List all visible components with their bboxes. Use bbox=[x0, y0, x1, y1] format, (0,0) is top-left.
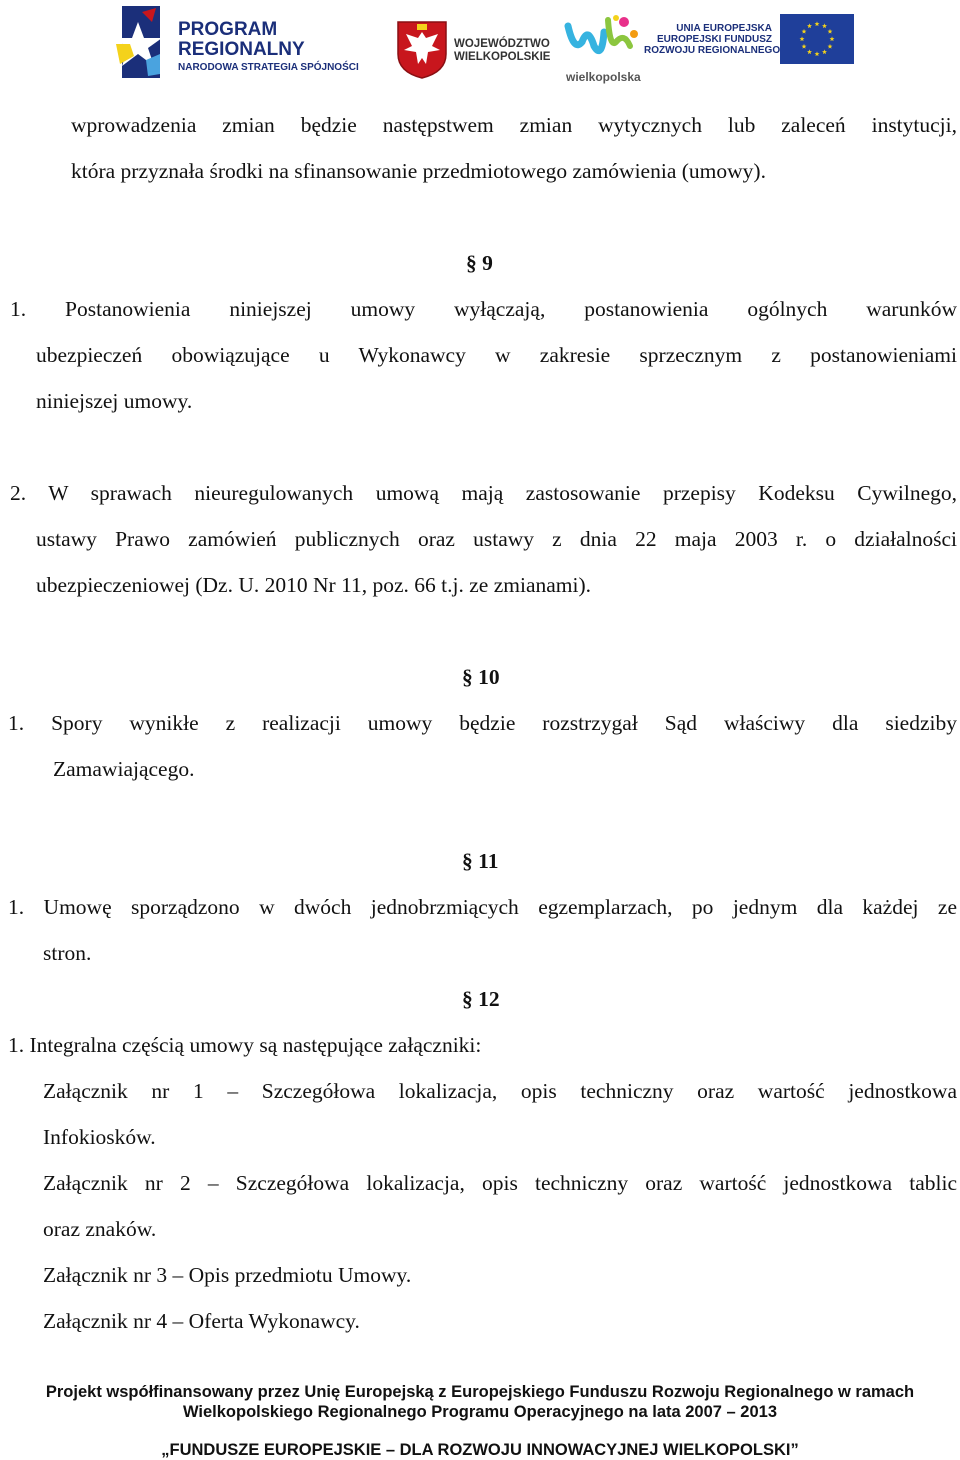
wielkopolska-label: wielkopolska bbox=[566, 70, 641, 84]
eu-flag-icon bbox=[780, 14, 854, 64]
eu-logo bbox=[644, 14, 856, 66]
intro-line-1: wprowadzenia zmian będzie następstwem zmian wytycznych lub zaleceń instytucji, bbox=[71, 113, 957, 137]
eu-line1: UNIA EUROPEJSKA bbox=[676, 23, 772, 34]
eu-line2: EUROPEJSKI FUNDUSZ bbox=[656, 34, 772, 45]
program-regionalny-emblem bbox=[112, 4, 168, 80]
s9-p2-line-3: ubezpieczeniowej (Dz. U. 2010 Nr 11, poz. 66 t.j. ze zmianami). bbox=[36, 573, 592, 597]
s9-p1-line-3: niniejszej umowy. bbox=[36, 389, 193, 413]
footer-line-2: Wielkopolskiego Regionalnego Programu Operacyjnego na lata 2007 – 2013 bbox=[182, 1403, 778, 1421]
annex-3: Załącznik nr 3 – Opis przedmiotu Umowy. bbox=[43, 1263, 412, 1287]
intro-line-2: która przyznała środki na sfinansowanie przedmiotowego zamówienia (umowy). bbox=[71, 159, 766, 183]
s10-p1-line-1: 1. Spory wynikłe z realizacji umowy będzie rozstrzygał Sąd właściwy dla siedziby bbox=[8, 711, 957, 735]
wielkopolska-logo bbox=[564, 12, 640, 86]
section-11-heading: § 11 bbox=[462, 849, 499, 873]
footer-line-1: Projekt współfinansowany przez Unię Europejską z Europejskiego Funduszu Rozwoju Regionalnego w ramach bbox=[45, 1383, 915, 1401]
annex-1-line-1: Załącznik nr 1 – Szczegółowa lokalizacja, opis techniczny oraz wartość jednostkowa bbox=[43, 1079, 957, 1103]
s12-p1: 1. Integralna częścią umowy są następujące załączniki: bbox=[8, 1033, 482, 1057]
s9-p2-line-2: ustawy Prawo zamówień publicznych oraz ustawy z dnia 22 maja 2003 r. o działalności bbox=[36, 527, 957, 551]
s9-p1-line-2: ubezpieczeń obowiązujące u Wykonawcy w zakresie sprzecznym z postanowieniami bbox=[36, 343, 957, 367]
footer-slogan: „FUNDUSZE EUROPEJSKIE – DLA ROZWOJU INNOWACYJNEJ WIELKOPOLSKI” bbox=[161, 1441, 799, 1459]
wojewodztwo-line1: WOJEWÓDZTWO bbox=[454, 38, 550, 50]
program-subtitle: NARODOWA STRATEGIA SPÓJNOŚCI bbox=[178, 62, 359, 73]
wojewodztwo-logo bbox=[396, 20, 551, 80]
annex-2-line-2: oraz znaków. bbox=[43, 1217, 157, 1241]
annex-1-line-2: Infokiosków. bbox=[43, 1125, 156, 1149]
wielkopolska-emblem bbox=[564, 12, 640, 68]
program-title-line1: PROGRAM bbox=[178, 19, 278, 40]
s11-p1-line-1: 1. Umowę sporządzono w dwóch jednobrzmiących egzemplarzach, po jednym dla każdej ze bbox=[8, 895, 957, 919]
s9-p1-line-1: 1. Postanowienia niniejszej umowy wyłączają, postanowienia ogólnych warunków bbox=[10, 297, 957, 321]
wojewodztwo-line2: WIELKOPOLSKIE bbox=[454, 51, 551, 63]
eagle-shield-icon bbox=[396, 20, 448, 80]
annex-2-line-1: Załącznik nr 2 – Szczegółowa lokalizacja, opis techniczny oraz wartość jednostkowa tablic bbox=[43, 1171, 957, 1195]
section-12-heading: § 12 bbox=[462, 987, 500, 1011]
s10-p1-line-2: Zamawiającego. bbox=[53, 757, 195, 781]
annex-4: Załącznik nr 4 – Oferta Wykonawcy. bbox=[43, 1309, 360, 1333]
s9-p2-line-1: 2. W sprawach nieuregulowanych umową mają zastosowanie przepisy Kodeksu Cywilnego, bbox=[10, 481, 957, 505]
eu-line3: ROZWOJU REGIONALNEGO bbox=[644, 45, 781, 56]
section-10-heading: § 10 bbox=[462, 665, 500, 689]
program-title-line2: REGIONALNY bbox=[178, 39, 305, 60]
program-regionalny-logo bbox=[112, 4, 359, 80]
section-9-heading: § 9 bbox=[466, 251, 493, 275]
s11-p1-line-2: stron. bbox=[43, 941, 92, 965]
